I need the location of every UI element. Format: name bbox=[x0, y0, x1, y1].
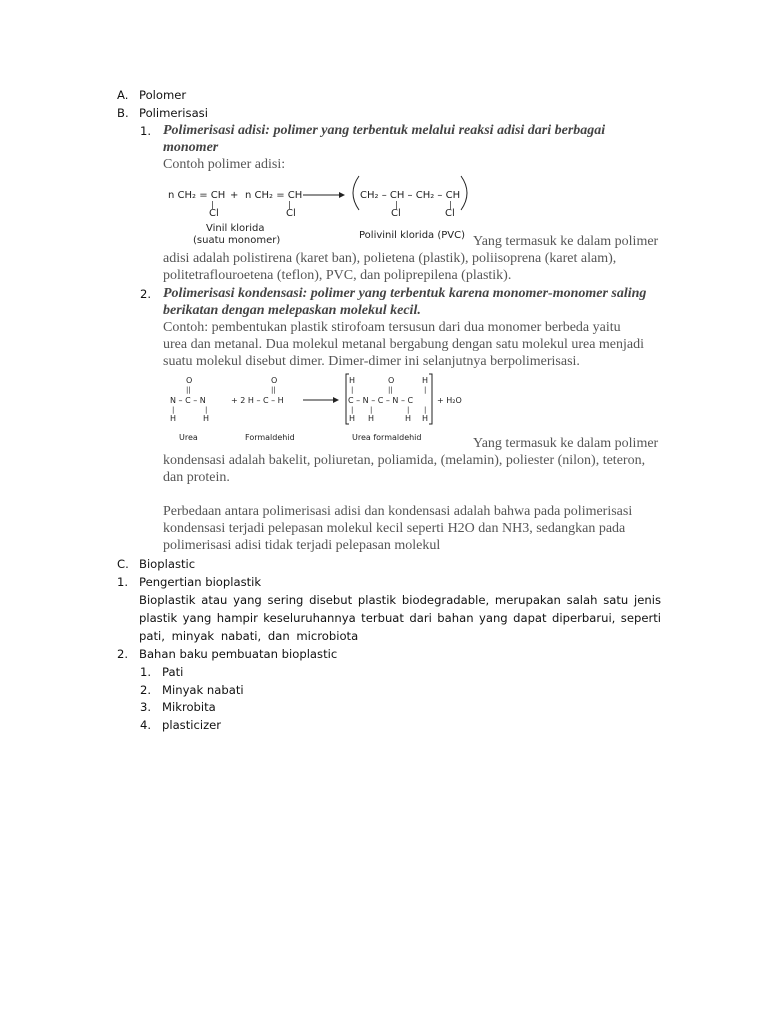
urea-bond-left: | bbox=[172, 406, 175, 414]
pvc-chlorine-2: Cl bbox=[445, 208, 455, 219]
material-item-marker: 4. bbox=[140, 718, 152, 732]
product-bond-bottom-3: | bbox=[407, 406, 410, 414]
material-item-label: Minyak nabati bbox=[162, 683, 244, 697]
product-bond-top-right: | bbox=[424, 386, 427, 394]
product-bond-bottom-1: | bbox=[351, 406, 354, 414]
left-bracket bbox=[353, 176, 359, 210]
kondensasi-members-line2: kondensasi adalah bakelit, poliuretan, poliamida, (melamin), poliester (nilon), teteron, bbox=[163, 453, 646, 468]
adisi-example-label: Contoh polimer adisi: bbox=[163, 157, 286, 172]
monomer-label: (suatu monomer) bbox=[193, 235, 281, 246]
right-bracket-2 bbox=[429, 374, 432, 424]
reaction-arrow-2 bbox=[303, 397, 339, 403]
product-bond-bottom-4: | bbox=[424, 406, 427, 414]
pvc-reaction-diagram bbox=[163, 172, 473, 247]
pvc-bond-1: | bbox=[395, 200, 398, 209]
material-item-label: Mikrobita bbox=[162, 700, 216, 714]
reactant-2-bond: | bbox=[288, 200, 291, 209]
product-hydrogen-top-right: H bbox=[422, 376, 429, 385]
bioplastic-definition-title: Pengertian bioplastik bbox=[139, 575, 262, 589]
kondensasi-example-line1: Contoh: pembentukan plastik stirofoam tersusun dari dua monomer berbeda yaitu bbox=[163, 320, 621, 335]
pvc-label: Polivinil klorida (PVC) bbox=[359, 230, 466, 241]
reactant-2-formula: n CH₂ = CH bbox=[245, 190, 303, 201]
urea-label: Urea bbox=[179, 433, 198, 442]
urea-formaldehyde-diagram bbox=[163, 372, 473, 444]
difference-line2: kondensasi terjadi pelepasan molekul kecil seperti H2O dan NH3, sedangkan pada bbox=[163, 521, 626, 536]
product-hydrogen-1: H bbox=[349, 414, 356, 423]
section-b-marker: B. bbox=[117, 106, 129, 120]
pvc-chain: CH₂ – CH – CH₂ – CH bbox=[360, 190, 461, 201]
urea-bond-right: | bbox=[205, 406, 208, 414]
right-bracket bbox=[461, 176, 467, 210]
material-item-3 bbox=[140, 700, 216, 714]
reaction-plus-sign: + bbox=[230, 190, 239, 201]
section-b bbox=[117, 106, 208, 120]
material-item-marker: 3. bbox=[140, 700, 152, 714]
product-chain: C – N – C – N – C bbox=[348, 396, 414, 405]
section-a-marker: A. bbox=[117, 88, 129, 102]
bioplastic-definition-line3: pati, minyak nabati, dan microbiota bbox=[139, 629, 359, 643]
difference-line3: polimerisasi adisi tidak terjadi pelepasan molekul bbox=[163, 538, 441, 553]
product-hydrogen-2: H bbox=[368, 414, 375, 423]
adisi-members-line1: Yang termasuk ke dalam polimer bbox=[473, 234, 659, 249]
kondensasi-heading-line1: Polimerisasi kondensasi: polimer yang terbentuk karena monomer-monomer saling bbox=[163, 286, 647, 301]
section-a-title: Polomer bbox=[139, 88, 187, 102]
bioplastic-definition-line2: plastik yang hampir keseluruhannya terbuat dari bahan yang dapat diperbarui, seperti bbox=[139, 611, 661, 625]
product-oxygen: O bbox=[388, 376, 395, 385]
pvc-bond-2: | bbox=[449, 200, 452, 209]
kondensasi-example-line3: suatu molekul disebut dimer. Dimer-dimer ini selanjutnya berpolimerisasi. bbox=[163, 354, 580, 369]
section-b-title: Polimerisasi bbox=[139, 106, 208, 120]
adisi-members-line3: politetraflouroetena (teflon), PVC, dan poliprepilena (plastik). bbox=[163, 268, 512, 283]
reactant-1-bond: | bbox=[211, 200, 214, 209]
water-product: + H₂O bbox=[437, 396, 462, 405]
urea-double-bond: || bbox=[186, 386, 191, 394]
product-hydrogen-top-left: H bbox=[349, 376, 356, 385]
kondensasi-members-line1: Yang termasuk ke dalam polimer bbox=[473, 436, 659, 451]
reactant-2-chlorine: Cl bbox=[286, 208, 296, 219]
product-double-bond: || bbox=[388, 386, 393, 394]
product-hydrogen-4: H bbox=[422, 414, 429, 423]
material-item-2 bbox=[140, 683, 244, 697]
formaldehyde-oxygen: O bbox=[271, 376, 278, 385]
adisi-heading-line1: Polimerisasi adisi: polimer yang terbentuk melalui reaksi adisi dari berbagai bbox=[163, 123, 606, 138]
material-item-label: plasticizer bbox=[162, 718, 222, 732]
bioplastic-materials-marker: 2. bbox=[117, 647, 129, 661]
urea-hydrogen-left: H bbox=[170, 414, 177, 423]
kondensasi-heading-line2: berikatan dengan melepaskan molekul kecil. bbox=[163, 303, 421, 318]
product-hydrogen-3: H bbox=[405, 414, 412, 423]
urea-chain: N – C – N bbox=[170, 396, 206, 405]
product-bond-top-left: | bbox=[351, 386, 354, 394]
urea-oxygen: O bbox=[186, 376, 193, 385]
formaldehyde-label: Formaldehid bbox=[245, 433, 295, 442]
urea-hydrogen-right: H bbox=[203, 414, 210, 423]
bioplastic-definition-marker: 1. bbox=[117, 575, 129, 589]
adisi-marker: 1. bbox=[140, 124, 152, 138]
adisi-members-line2: adisi adalah polistirena (karet ban), polietena (plastik), poliisoprena (karet alam), bbox=[163, 251, 617, 266]
material-item-label: Pati bbox=[162, 665, 184, 679]
section-a bbox=[117, 88, 187, 102]
kondensasi-example-line2: urea dan metanal. Dua molekul metanal bergabung dengan satu molekul urea menjadi bbox=[163, 337, 645, 352]
formaldehyde-formula: + 2 H – C – H bbox=[231, 396, 284, 405]
kondensasi-marker: 2. bbox=[140, 287, 152, 301]
material-item-1 bbox=[140, 665, 184, 679]
reactant-1-formula: n CH₂ = CH bbox=[168, 190, 226, 201]
material-item-marker: 1. bbox=[140, 665, 152, 679]
vinyl-chloride-label: Vinil klorida bbox=[206, 223, 265, 234]
reaction-arrow bbox=[303, 192, 345, 198]
product-bond-bottom-2: | bbox=[370, 406, 373, 414]
formaldehyde-double-bond: || bbox=[271, 386, 276, 394]
reactant-1-chlorine: Cl bbox=[209, 208, 219, 219]
section-c-title: Bioplastic bbox=[139, 557, 196, 571]
kondensasi-members-line3: dan protein. bbox=[163, 470, 230, 485]
material-item-4 bbox=[140, 718, 222, 732]
material-item-marker: 2. bbox=[140, 683, 152, 697]
urea-formaldehyde-label: Urea formaldehid bbox=[352, 433, 422, 442]
pvc-chlorine-1: Cl bbox=[391, 208, 401, 219]
bioplastic-materials-title: Bahan baku pembuatan bioplastic bbox=[139, 647, 338, 661]
difference-line1: Perbedaan antara polimerisasi adisi dan kondensasi adalah bahwa pada polimerisasi bbox=[163, 504, 633, 519]
bioplastic-definition-line1: Bioplastik atau yang sering disebut plastik biodegradable, merupakan salah satu jenis bbox=[139, 593, 661, 607]
adisi-heading-line2: monomer bbox=[163, 140, 219, 155]
section-c bbox=[117, 557, 196, 571]
section-c-marker: C. bbox=[117, 557, 129, 571]
